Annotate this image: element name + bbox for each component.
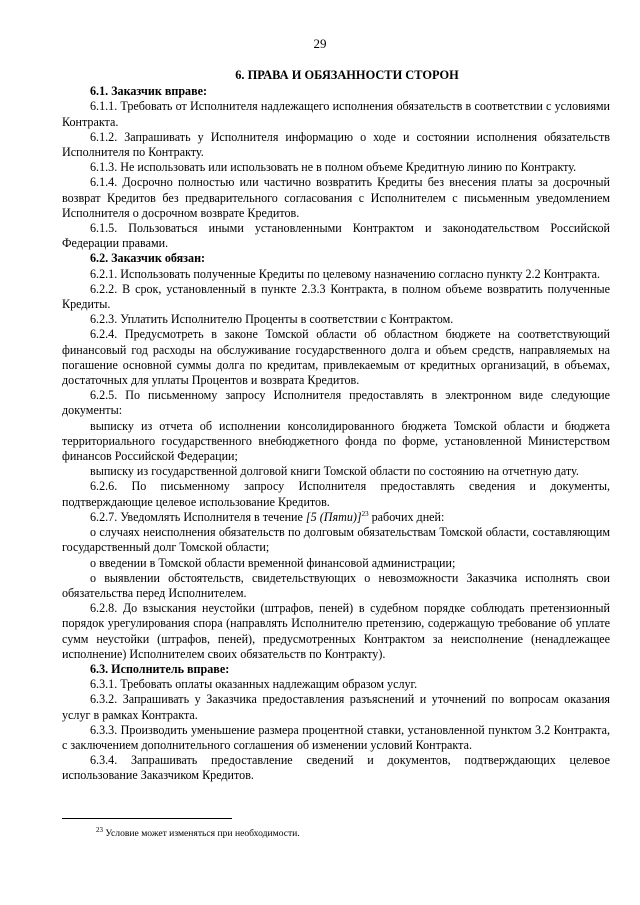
footnote xyxy=(96,825,300,839)
clause-6-1-2: 6.1.2. Запрашивать у Исполнителя информацию о ходе и состоянии исполнения обязательств Исполнителя по Контракту. xyxy=(62,129,610,160)
footnote-mark: 23 xyxy=(96,825,103,834)
footnote-text: Условие может изменяться при необходимости. xyxy=(103,828,300,839)
clause-6-2-7-item-c: о выявлении обстоятельств, свидетельствующих о невозможности Заказчика исполнять свои обязательства перед Исполнителем. xyxy=(62,570,610,600)
clause-6-2-7-item-b: о введении в Томской области временной финансовой администрации; xyxy=(90,555,456,570)
footnote-divider xyxy=(62,818,232,819)
clause-6-2-5-item-a: выписку из отчета об исполнении консолидированного бюджета Томской области и бюджета территориального государственного внебюджетного фонда по форме, установленной Министерством финансов Российской Федерации; xyxy=(62,418,610,464)
clause-6-2-6: 6.2.6. По письменному запросу Исполнителя предоставлять сведения и документы, подтверждающие целевое использование Кредитов. xyxy=(62,479,610,509)
clause-6-1-3: 6.1.3. Не использовать или использовать не в полном объеме Кредитную линию по Контракту. xyxy=(90,160,577,175)
clause-6-1-1: 6.1.1. Требовать от Исполнителя надлежащего исполнения обязательств в соответствии с условиями Контракта. xyxy=(62,99,610,129)
clause-6-2-2: 6.2.2. В срок, установленный в пункте 2.3.3 Контракта, в полном объеме возвратить полученные Кредиты. xyxy=(62,281,610,312)
clause-6-1-4: 6.1.4. Досрочно полностью или частично возвратить Кредиты без внесения платы за досрочный возврат Кредитов без предварительного согласования с Исполнителем с письменным уведомлением Исполнителя о досрочном возврате Кредитов. xyxy=(62,175,610,220)
clause-6-2-7 xyxy=(62,510,610,525)
clause-6-3-1: 6.3.1. Требовать оплаты оказанных надлежащим образом услуг. xyxy=(90,677,418,692)
clause-6-2-5: 6.2.5. По письменному запросу Исполнителя предоставлять в электронном виде следующие документы: xyxy=(62,388,610,418)
clause-6-2-4: 6.2.4. Предусмотреть в законе Томской области об областном бюджете на соответствующий финансовый год расходы на обслуживание государственного долга и объем средств, направляемых на погашение основной суммы долга по кредитам, привлекаемым от кредитных организаций, в объемах, достаточных для уплаты Процентов и возврата Кредитов. xyxy=(62,327,610,388)
clause-6-2-5-item-b: выписку из государственной долговой книги Томской области по состоянию на отчетную дату. xyxy=(90,464,579,479)
subsection-title-6-1: 6.1. Заказчик вправе: xyxy=(90,84,208,99)
footnote-ref: 23 xyxy=(361,509,369,518)
clause-6-2-7-item-a: о случаях неисполнения обязательств по долговым обязательствам Томской области, составляющим государственный долг Томской области; xyxy=(62,525,610,555)
clause-6-2-7-post: рабочих дней: xyxy=(368,509,445,524)
clause-6-3-3: 6.3.3. Производить уменьшение размера процентной ставки, установленной пунктом 3.2 Контракта, с заключением дополнительного соглашения об изменении условий Контракта. xyxy=(62,722,610,752)
subsection-title-6-3: 6.3. Исполнитель вправе: xyxy=(90,661,230,676)
clause-6-2-1: 6.2.1. Использовать полученные Кредиты по целевому назначению согласно пункту 2.2 Контракта. xyxy=(90,266,601,281)
clause-6-1-5: 6.1.5. Пользоваться иными установленными Контрактом и законодательством Российской Федерации правами. xyxy=(62,221,610,251)
clause-6-2-7-term: [5 (Пяти)] xyxy=(305,509,362,524)
clause-6-2-3: 6.2.3. Уплатить Исполнителю Проценты в соответствии с Контрактом. xyxy=(90,312,454,327)
page-number: 29 xyxy=(313,36,327,51)
section-heading: 6. ПРАВА И ОБЯЗАННОСТИ СТОРОН xyxy=(235,68,459,82)
clause-6-2-7-pre: 6.2.7. Уведомлять Исполнителя в течение xyxy=(90,509,306,524)
clause-6-3-4: 6.3.4. Запрашивать предоставление сведений и документов, подтверждающих целевое использование Заказчиком Кредитов. xyxy=(62,753,610,783)
subsection-title-6-2: 6.2. Заказчик обязан: xyxy=(90,251,206,266)
clause-6-3-2: 6.3.2. Запрашивать у Заказчика предоставления разъяснений и уточнений по вопросам оказания услуг в рамках Контракта. xyxy=(62,692,610,722)
document-body xyxy=(62,68,610,784)
clause-6-2-8: 6.2.8. До взыскания неустойки (штрафов, пеней) в судебном порядке соблюдать претензионный порядок урегулирования спора (направлять Исполнителю претензию, содержащую требование об уплате сумм неустойки (штрафов, пеней), предусмотренных Контрактом за неисполнение (ненадлежащее исполнение) Исполнителем своих обязательств по Контракту). xyxy=(62,601,610,661)
